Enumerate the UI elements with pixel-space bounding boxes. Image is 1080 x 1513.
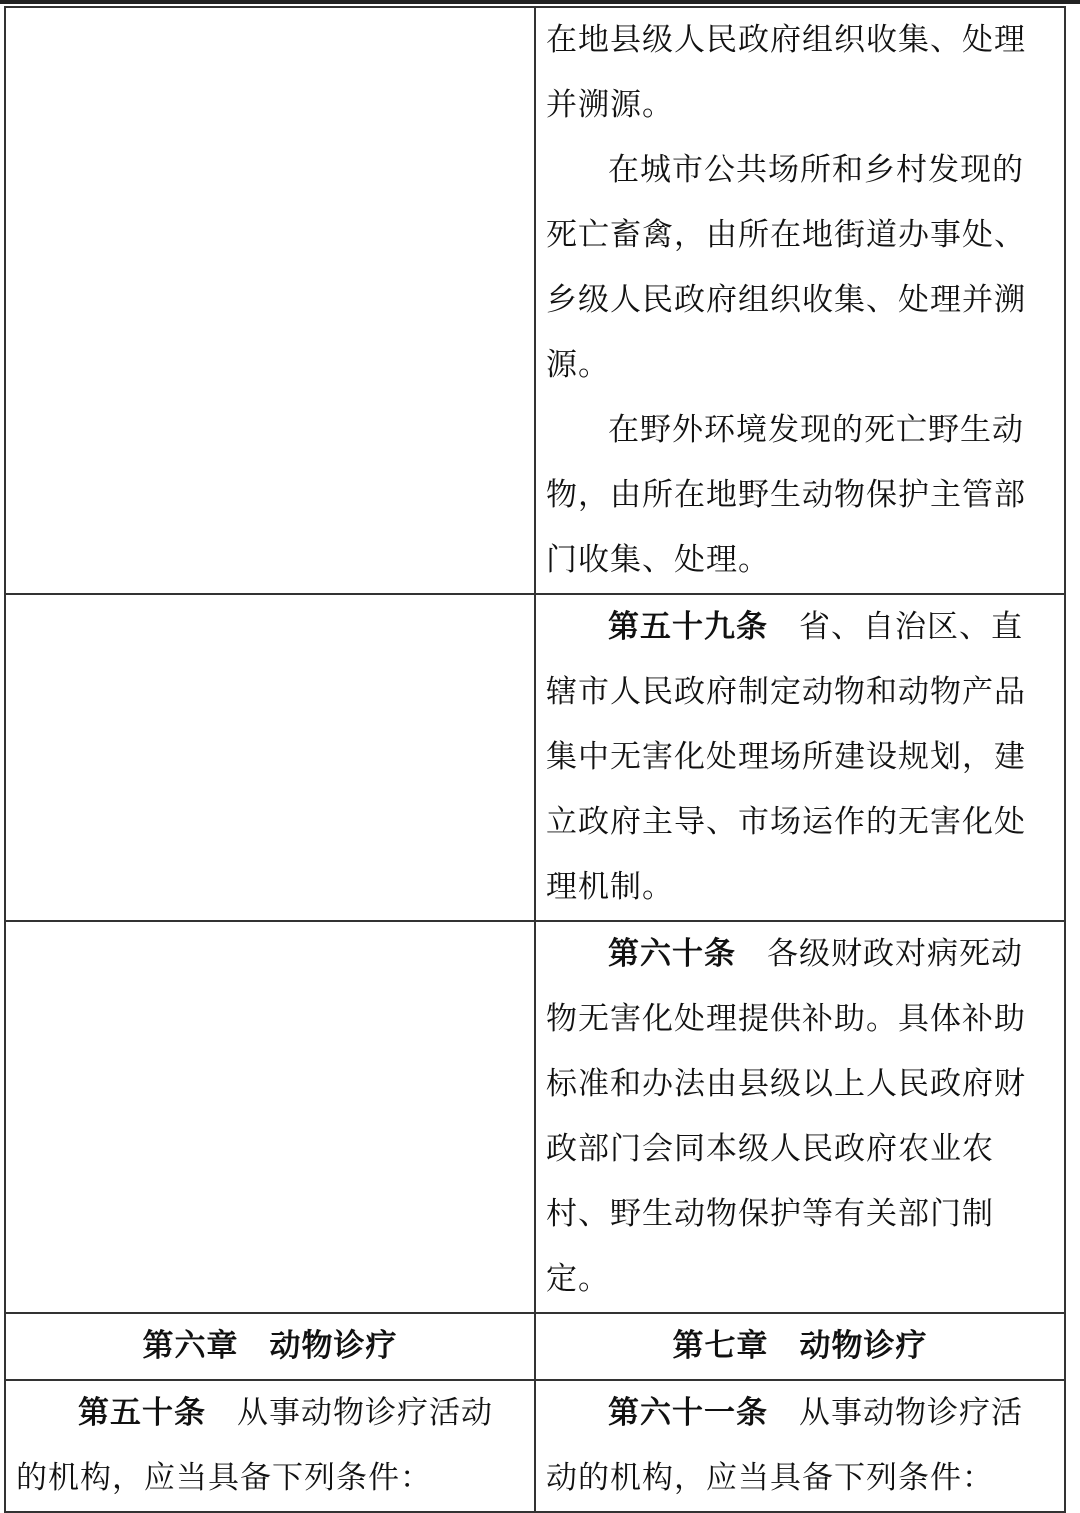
article-paragraph: [546, 922, 1054, 1312]
top-rule: [0, 0, 1080, 4]
new-cell: [535, 921, 1065, 1313]
article-paragraph: [546, 595, 1054, 920]
comparison-table: [4, 6, 1066, 1513]
old-cell: [5, 1380, 535, 1512]
paragraph: 在野外环境发现的死亡野生动物，由所在地野生动物保护主管部门收集、处理。: [546, 412, 1026, 578]
article-title: 第五十九条: [608, 609, 768, 645]
old-cell: [5, 7, 535, 594]
table-row: [5, 594, 1065, 921]
article-text: 从事动物诊疗活动的机构，应当具备下列条件：: [16, 1395, 493, 1496]
article-title: 第六十条: [608, 936, 736, 972]
table-row: [5, 1380, 1065, 1512]
old-chapter-heading: [5, 1313, 535, 1380]
article-text: 省、自治区、直辖市人民政府制定动物和动物产品集中无害化处理场所建设规划，建立政府主导、市场运作的无害化处理机制。: [546, 609, 1026, 905]
new-chapter-heading: [535, 1313, 1065, 1380]
table-row: [5, 921, 1065, 1313]
article-paragraph: [16, 1381, 524, 1511]
chapter-name: 动物诊疗: [269, 1328, 398, 1364]
paragraph: 在地县级人民政府组织收集、处理并溯源。: [546, 22, 1026, 123]
chapter-number: 第七章: [672, 1328, 769, 1364]
new-cell: [535, 1380, 1065, 1512]
article-paragraph: [546, 1381, 1054, 1511]
table-row: [5, 7, 1065, 594]
old-cell: [5, 921, 535, 1313]
article-text: 各级财政对病死动物无害化处理提供补助。具体补助标准和办法由县级以上人民政府财政部门会同本级人民政府农业农村、野生动物保护等有关部门制定。: [546, 936, 1026, 1297]
chapter-row: [5, 1313, 1065, 1380]
article-title: 第五十条: [78, 1395, 206, 1431]
chapter-number: 第六章: [142, 1328, 239, 1364]
paragraph: 在城市公共场所和乡村发现的死亡畜禽，由所在地街道办事处、乡级人民政府组织收集、处理并溯源。: [546, 152, 1026, 383]
new-cell: [535, 7, 1065, 594]
chapter-name: 动物诊疗: [799, 1328, 928, 1364]
new-cell: [535, 594, 1065, 921]
article-text: 从事动物诊疗活动的机构，应当具备下列条件：: [546, 1395, 1023, 1496]
old-cell: [5, 594, 535, 921]
article-title: 第六十一条: [608, 1395, 768, 1431]
